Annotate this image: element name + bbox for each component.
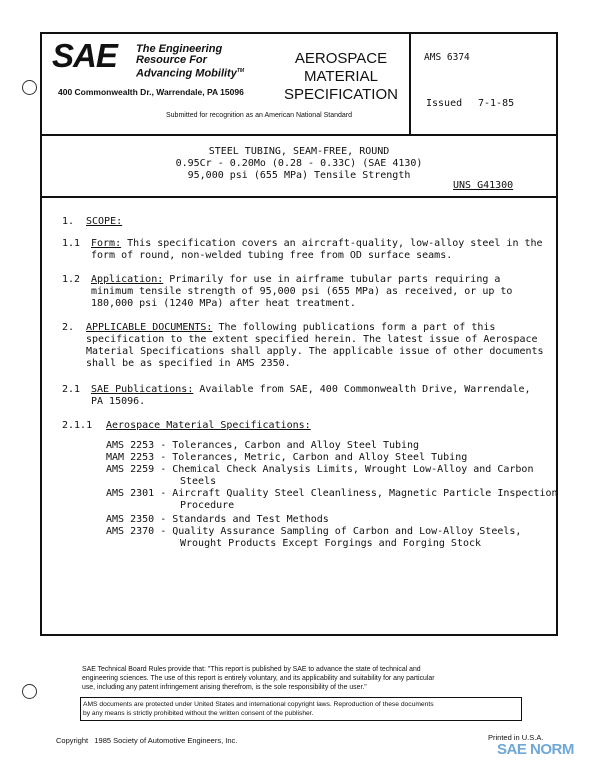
reference-code: MAM 2253 — [106, 452, 155, 463]
watermark-logo: SAE NORM — [497, 741, 574, 758]
section-1-1-line-1 — [91, 238, 543, 250]
tagline-line-3 — [136, 66, 244, 80]
section-2-1-line-1 — [91, 384, 531, 396]
reference-title: Standards and Test Methods — [172, 514, 329, 525]
board-rules-line-3: use, including any patent infringement arising therefrom, is the sole responsibility of the user." — [82, 684, 367, 691]
section-2-number: 2. — [62, 322, 75, 333]
reference-title-continued: Steels — [180, 476, 217, 487]
title-line-3: SPECIFICATION — [284, 86, 398, 103]
section-2-1-number: 2.1 — [62, 384, 81, 395]
issued-date: 7-1-85 — [478, 98, 515, 109]
board-rules-line-2: engineering sciences. The use of this report is entirely voluntary, and its applicability and suitability for any particular — [82, 675, 435, 682]
section-1-2-line-1 — [91, 274, 500, 286]
reference-code: AMS 2370 — [106, 526, 155, 537]
section-2-line-2: specification to the extent specified herein. The latest issue of Aerospace — [86, 334, 538, 345]
material-divider — [40, 196, 558, 198]
reference-item: AMS 2370 - Quality Assurance Sampling of Carbon and Low-Alloy Steels, — [106, 526, 522, 537]
reference-title-continued: Wrought Products Except Forgings and Forging Stock — [180, 538, 482, 549]
copyright-notice-box — [80, 697, 522, 721]
tagline-line-1: The Engineering — [136, 43, 223, 55]
section-1-2-text: Primarily for use in airframe tubular parts requiring a — [163, 274, 501, 285]
material-line-1: STEEL TUBING, SEAM-FREE, ROUND — [208, 146, 390, 157]
reference-item: AMS 2350 - Standards and Test Methods — [106, 514, 329, 525]
section-1-1-heading: Form: — [91, 238, 122, 249]
printed-in: Printed in U.S.A. — [488, 733, 544, 742]
tagline-text: Advancing Mobility — [136, 67, 237, 80]
title-line-1: AEROSPACE — [294, 50, 388, 67]
section-2-1-text: Available from SAE, 400 Commonwealth Drive, Warrendale, — [193, 384, 531, 395]
section-1-1-line-2: form of round, non-welded tubing free from OD surface seams. — [91, 250, 453, 261]
issued-label: Issued — [426, 98, 463, 109]
reference-title: Aircraft Quality Steel Cleanliness, Magnetic Particle Inspection — [172, 488, 558, 499]
reference-title: Quality Assurance Sampling of Carbon and Low-Alloy Steels, — [172, 526, 522, 537]
reference-item: MAM 2253 - Tolerances, Metric, Carbon and Alloy Steel Tubing — [106, 452, 468, 463]
section-2-heading: APPLICABLE DOCUMENTS: — [86, 322, 213, 333]
section-2-line-4: shall be as specified in AMS 2350. — [86, 358, 291, 369]
reference-title: Tolerances, Metric, Carbon and Alloy Steel Tubing — [172, 452, 468, 463]
reference-title-continued: Procedure — [180, 500, 235, 511]
section-2-1-1-number: 2.1.1 — [62, 420, 93, 431]
section-1-1-text: This specification covers an aircraft-quality, low-alloy steel in the — [121, 238, 543, 249]
uns-number: UNS G41300 — [453, 180, 514, 191]
reference-code: AMS 2259 — [106, 464, 155, 475]
section-2-line-1 — [86, 322, 495, 334]
doc-number: AMS 6374 — [424, 52, 470, 63]
binder-hole-icon — [22, 684, 37, 699]
section-1-2-number: 1.2 — [62, 274, 81, 285]
section-1-number: 1. — [62, 216, 75, 227]
section-2-1-heading: SAE Publications: — [91, 384, 194, 395]
trademark-mark: TM — [236, 68, 245, 74]
notice-line-2: by any means is strictly prohibited without the written consent of the publisher. — [83, 710, 314, 717]
section-1-2-line-3: 180,000 psi (1240 MPa) after heat treatment. — [91, 298, 356, 309]
section-2-1-line-2: PA 15096. — [91, 396, 146, 407]
material-line-3: 95,000 psi (655 MPa) Tensile Strength — [187, 170, 411, 181]
header-divider — [40, 134, 558, 136]
reference-title: Tolerances, Carbon and Alloy Steel Tubing — [172, 440, 420, 451]
binder-hole-icon — [22, 80, 37, 95]
notice-line-1: AMS documents are protected under United States and international copyright laws. Reproduction of these documents — [83, 701, 434, 708]
board-rules-line-1: SAE Technical Board Rules provide that: "This report is published by SAE to advance the state of technical and — [82, 666, 421, 673]
reference-item: AMS 2301 - Aircraft Quality Steel Cleanliness, Magnetic Particle Inspection — [106, 488, 558, 499]
reference-code: AMS 2350 — [106, 514, 155, 525]
section-2-line-3: Material Specifications shall apply. The applicable issue of other documents — [86, 346, 544, 357]
submitted-note: Submitted for recognition as an American National Standard — [166, 112, 352, 119]
tagline-line-2: Resource For — [136, 54, 207, 66]
section-1-2-heading: Application: — [91, 274, 164, 285]
sae-address: 400 Commonwealth Dr., Warrendale, PA 15096 — [58, 87, 244, 97]
section-1-1-number: 1.1 — [62, 238, 81, 249]
reference-title: Chemical Check Analysis Limits, Wrought Low-Alloy and Carbon — [172, 464, 534, 475]
section-1-title: SCOPE: — [86, 216, 123, 227]
material-line-2: 0.95Cr - 0.20Mo (0.28 - 0.33C) (SAE 4130) — [175, 158, 423, 169]
reference-item: AMS 2253 - Tolerances, Carbon and Alloy Steel Tubing — [106, 440, 420, 451]
reference-code: AMS 2301 — [106, 488, 155, 499]
section-2-1-1-heading: Aerospace Material Specifications: — [106, 420, 311, 431]
title-line-2: MATERIAL — [304, 68, 378, 85]
reference-item: AMS 2259 - Chemical Check Analysis Limits, Wrought Low-Alloy and Carbon — [106, 464, 534, 475]
section-1-2-line-2: minimum tensile strength of 95,000 psi (655 MPa) as received, or up to — [91, 286, 513, 297]
section-2-text: The following publications form a part of this — [212, 322, 496, 333]
reference-code: AMS 2253 — [106, 440, 155, 451]
sae-logo: SAE — [52, 37, 117, 74]
copyright-line: Copyright 1985 Society of Automotive Engineers, Inc. — [56, 736, 238, 745]
